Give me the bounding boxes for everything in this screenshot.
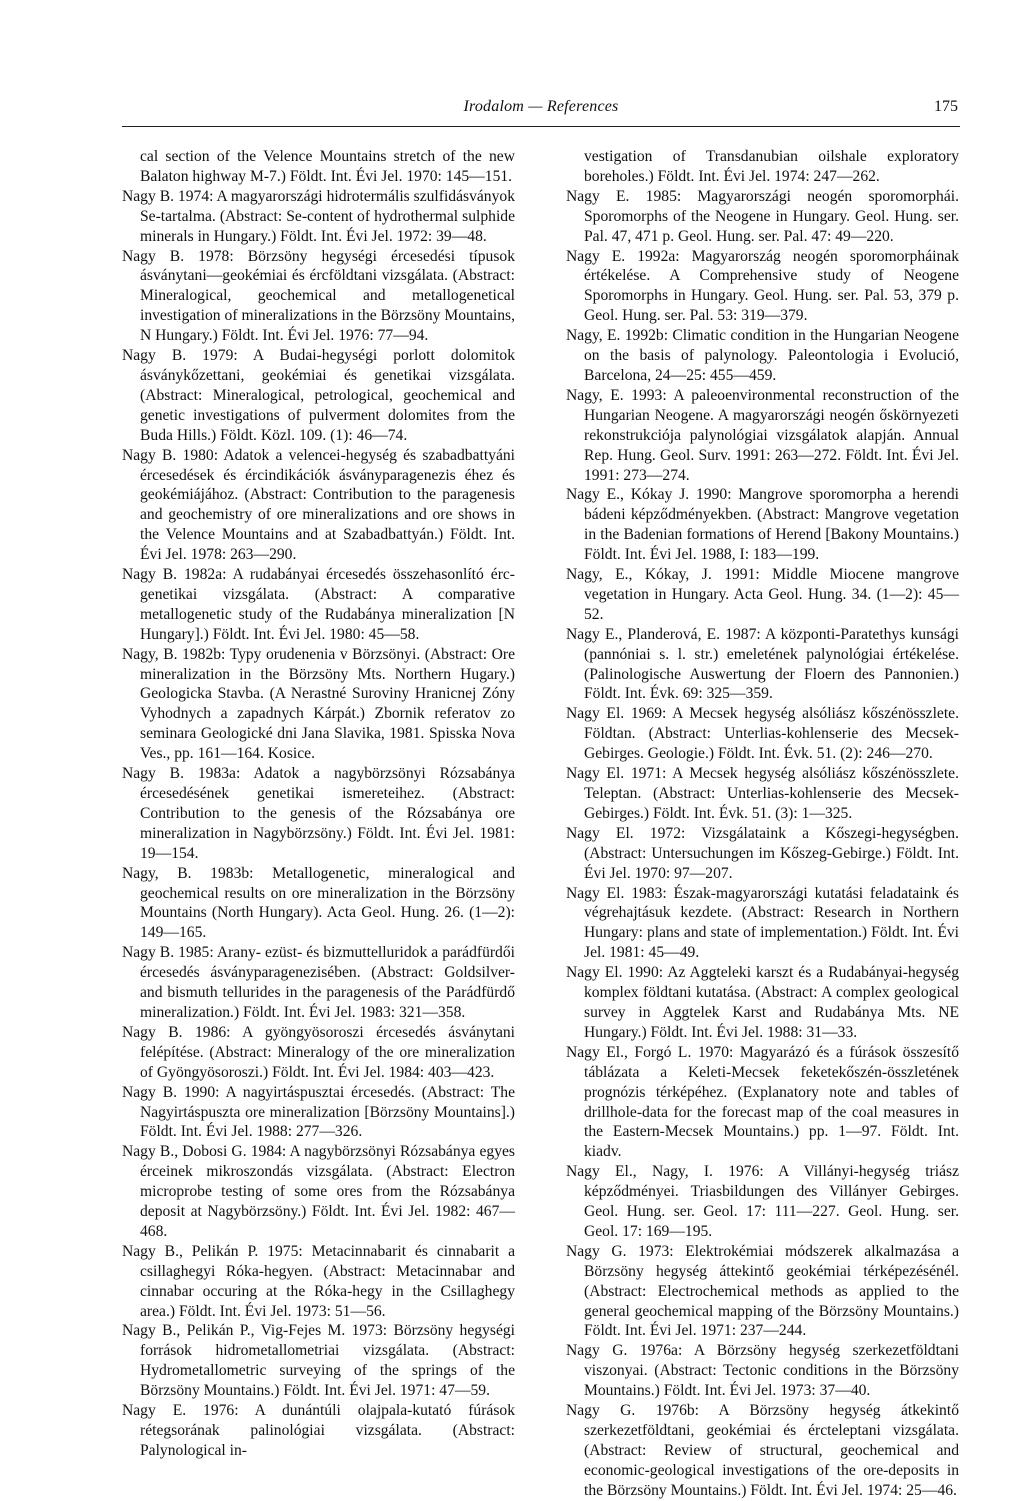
running-title: Irodalom — References xyxy=(463,98,619,115)
reference-entry: Nagy B., Pelikán P. 1975: Metacinnabarit és cinnabarit a csillaghegyi Róka-hegyen. (Abstract: Metacinnabar and cinnabar occuring at the Róka-hegy in the Csillaghegy area.) Földt. Int. Évi Jel. 1973: 51—56. xyxy=(122,1242,515,1320)
reference-entry: Nagy El. 1969: A Mecsek hegység alsóliász kőszénösszlete. Földtan. (Abstract: Unterlias-kohlenserie des Mecsek-Gebirges. Geologie.) Földt. Int. Évk. 51. (2): 246—270. xyxy=(566,705,959,763)
reference-entry: Nagy, E. 1992b: Climatic condition in the Hungarian Neogene on the basis of palynology. Paleontologia i Evolució, Barcelona, 24—25: 455—459. xyxy=(566,327,959,384)
reference-entry: Nagy B. 1990: A nagyirtáspusztai ércesedés. (Abstract: The Nagyirtáspuszta ore mineralization [Börzsöny Mountains].) Földt. Int. Évi Jel. 1988: 277—326. xyxy=(122,1083,515,1141)
reference-entry: Nagy B. 1985: Arany- ezüst- és bizmuttelluridok a parádfürdői ércesedés ásványparagenezisében. (Abstract: Goldsilver- and bismuth tellurides in the paragenesis of the Parádfürdő mineralization.) Földt. Int. Évi Jel. 1983: 321—358. xyxy=(122,944,515,1021)
reference-entry: vestigation of Transdanubian oilshale exploratory boreholes.) Földt. Int. Évi Jel. 1974: 247—262. xyxy=(584,148,959,185)
reference-entry: Nagy B., Pelikán P., Vig-Fejes M. 1973: Börzsöny hegységi források hidrometallometriai vizsgálata. (Abstract: Hydrometallometric surveying of the springs of the Börzsöny Mountains.) Földt. Int. Évi Jel. 1971: 47—59. xyxy=(122,1322,515,1400)
reference-entry: Nagy B. 1979: A Budai-hegységi porlott dolomitok ásványkőzettani, geokémiai és genetikai vizsgálata. (Abstract: Mineralogical, petrological, geochemical and genetic investigations of pulverment dolomites from the Buda Hills.) Földt. Közl. 109. (1): 46—74. xyxy=(122,347,515,444)
reference-entry: Nagy B., Dobosi G. 1984: A nagybörzsönyi Rózsabánya egyes érceinek mikroszondás vizsgálata. (Abstract: Electron microprobe testing of some ores from the Rózsabánya deposit at Nagybörzsöny.) Földt. Int. Évi Jel. 1982: 467—468. xyxy=(122,1143,515,1240)
reference-entry: Nagy E. 1985: Magyarországi neogén sporomorphái. Sporomorphs of the Neogene in Hungary. Geol. Hung. ser. Pal. 47, 471 p. Geol. Hung. ser. Pal. 47: 49—220. xyxy=(566,187,959,245)
reference-entry: Nagy B. 1980: Adatok a velencei-hegység és szabadbattyáni ércesedések és ércindikációk ásványparagenezis éhez és geokémiájához. (Abstract: Contribution to the paragenesis and geochemistry of ore mineralizations and ore shows in the Velence Mountains and at Szabadbattyán.) Földt. Int. Évi Jel. 1978: 263—290. xyxy=(122,446,515,564)
reference-entry: Nagy G. 1976b: A Börzsöny hegység átkekintő szerkezetföldtani, geokémiai és ércteleptani vizsgálata. (Abstract: Review of structural, geochemical and economic-geological investigations of the ore-deposits in the Börzsöny Mountains.) Földt. Int. Évi Jel. 1974: 25—46. xyxy=(566,1402,959,1499)
reference-entry: Nagy E., Kókay J. 1990: Mangrove sporomorpha a herendi bádeni képződményekben. (Abstract: Mangrove vegetation in the Badenian formations of Herend [Bakony Mountains.) Földt. Int. Évi Jel. 1988, I: 183—199. xyxy=(566,486,959,564)
reference-entry: Nagy, E. 1993: A paleoenvironmental reconstruction of the Hungarian Neogene. A magyarországi neogén őskörnyezeti rekonstrukciója palynológiai vizsgálatok alapján. Annual Rep. Hung. Geol. Surv. 1991: 263—272. Földt. Int. Évi Jel. 1991: 273—274. xyxy=(566,386,959,484)
reference-entry: Nagy B. 1974: A magyarországi hidrotermális szulfidásványok Se-tartalma. (Abstract: Se-content of hydrothermal sulphide minerals in Hungary.) Földt. Int. Évi Jel. 1972: 39—48. xyxy=(122,187,515,245)
reference-entry: Nagy G. 1976a: A Börzsöny hegység szerkezetföldtani viszonyai. (Abstract: Tectonic conditions in the Börzsöny Mountains.) Földt. Int. Évi Jel. 1973: 37—40. xyxy=(566,1342,959,1400)
reference-entry: Nagy, E., Kókay, J. 1991: Middle Miocene mangrove vegetation in Hungary. Acta Geol. Hung. 34. (1—2): 45—52. xyxy=(566,566,959,623)
reference-entry: Nagy B. 1978: Börzsöny hegységi ércesedési típusok ásványtani—geokémiai és ércföldtani vizsgálata. (Abstract: Mineralogical, geochemical and metallogenetical investigation of mineralizations in the Börzsöny Mountains, N Hungary.) Földt. Int. Évi Jel. 1976: 77—94. xyxy=(122,247,515,345)
reference-entry: Nagy El., Forgó L. 1970: Magyarázó és a fúrások összesítő táblázata a Keleti-Mecsek feketekőszén-összletének prognózis térképéhez. (Explanatory note and tables of drillhole-data for the forecast map of the coal measures in the Eastern-Mecsek Mountains.) pp. 1—97. Földt. Int. kiadv. xyxy=(566,1043,959,1161)
reference-entry: Nagy E. 1976: A dunántúli olajpala-kutató fúrások rétegsorának palinológiai vizsgálata. (Abstract: Palynological in- xyxy=(122,1402,515,1459)
reference-entry: cal section of the Velence Mountains stretch of the new Balaton highway M-7.) Földt. Int. Évi Jel. 1970: 145—151. xyxy=(140,148,515,185)
reference-entry: Nagy B. 1986: A gyöngyösoroszi ércesedés ásványtani felépítése. (Abstract: Mineralogy of the ore mineralization of Gyöngyösoroszi.) Földt. Int. Évi Jel. 1984: 403—423. xyxy=(122,1023,515,1081)
reference-entry: Nagy El. 1971: A Mecsek hegység alsóliász kőszénösszlete. Teleptan. (Abstract: Unterlias-kohlenserie des Mecsek-Gebirges.) Földt. Int. Évk. 51. (3): 1—325. xyxy=(566,765,959,822)
reference-entry: Nagy E. 1992a: Magyarország neogén sporomorpháinak értékelése. A Comprehensive study of Neogene Sporomorphs in Hungary. Geol. Hung. ser. Pal. 53, 379 p. Geol. Hung. ser. Pal. 53: 319—379. xyxy=(566,247,959,325)
reference-entry: Nagy E., Planderová, E. 1987: A központi-Paratethys kunsági (pannóniai s. l. str.) emeletének palynológiai értékelése. (Palinologische Auswertung der Floern des Pannonien.) Földt. Int. Évk. 69: 325—359. xyxy=(566,625,959,703)
reference-entry: Nagy, B. 1983b: Metallogenetic, mineralogical and geochemical results on ore mineralization in the Börzsöny Mountains (North Hungary). Acta Geol. Hung. 26. (1—2): 149—165. xyxy=(122,864,515,942)
reference-entry: Nagy El. 1990: Az Aggteleki karszt és a Rudabányai-hegység komplex földtani kutatása. (Abstract: A complex geological survey in Aggtelek Karst and Rudabánya Mts. NE Hungary.) Földt. Int. Évi Jel. 1988: 31—33. xyxy=(566,964,959,1041)
page-header xyxy=(122,96,960,127)
right-column xyxy=(566,147,959,1501)
reference-entry: Nagy B. 1982a: A rudabányai ércesedés összehasonlító érc-genetikai vizsgálata. (Abstract: A comparative metallogenetic study of the Rudabánya mineralization [N Hungary].) Földt. Int. Évi Jel. 1980: 45—58. xyxy=(122,566,515,643)
left-column xyxy=(122,147,515,1461)
reference-entry: Nagy El. 1972: Vizsgálataink a Kőszegi-hegységben. (Abstract: Untersuchungen im Kőszeg-Gebirge.) Földt. Int. Évi Jel. 1970: 97—207. xyxy=(566,824,959,882)
reference-entry: Nagy G. 1973: Elektrokémiai módszerek alkalmazása a Börzsöny hegység áttekintő geokémiai térképezésénél. (Abstract: Electrochemical methods as applied to the general geochemical mapping of the Börzsöny Mountains.) Földt. Int. Évi Jel. 1971: 237—244. xyxy=(566,1242,959,1340)
reference-entry: Nagy El. 1983: Észak-magyarországi kutatási feladataink és végrehajtásuk kezdete. (Abstract: Research in Northern Hungary: plans and state of implementation.) Földt. Int. Évi Jel. 1981: 45—49. xyxy=(566,884,959,962)
page-number: 175 xyxy=(934,98,958,115)
reference-entry: Nagy B. 1983a: Adatok a nagybörzsönyi Rózsabánya ércesedésének genetikai ismereteihez. (Abstract: Contribution to the genesis of the Rózsabánya ore mineralization in Nagybörzsöny.) Földt. Int. Évi Jel. 1981: 19—154. xyxy=(122,765,515,862)
reference-entry: Nagy, B. 1982b: Typy orudenenia v Börzsönyi. (Abstract: Ore mineralization in the Börzsöny Mts. Northern Hugary.) Geologicka Stavba. (A Nerastné Suroviny Hranicnej Zóny Vyhodnych a zapadnych Kárpát.) Zbornik referatov zo seminara Geologické dni Jana Slavika, 1981. Spisska Nova Ves., pp. 161—164. Kosice. xyxy=(122,645,515,763)
reference-entry: Nagy El., Nagy, I. 1976: A Villányi-hegység triász képződményei. Triasbildungen des Villányer Gebirges. Geol. Hung. ser. Geol. 17: 111—227. Geol. Hung. ser. Geol. 17: 169—195. xyxy=(566,1163,959,1240)
